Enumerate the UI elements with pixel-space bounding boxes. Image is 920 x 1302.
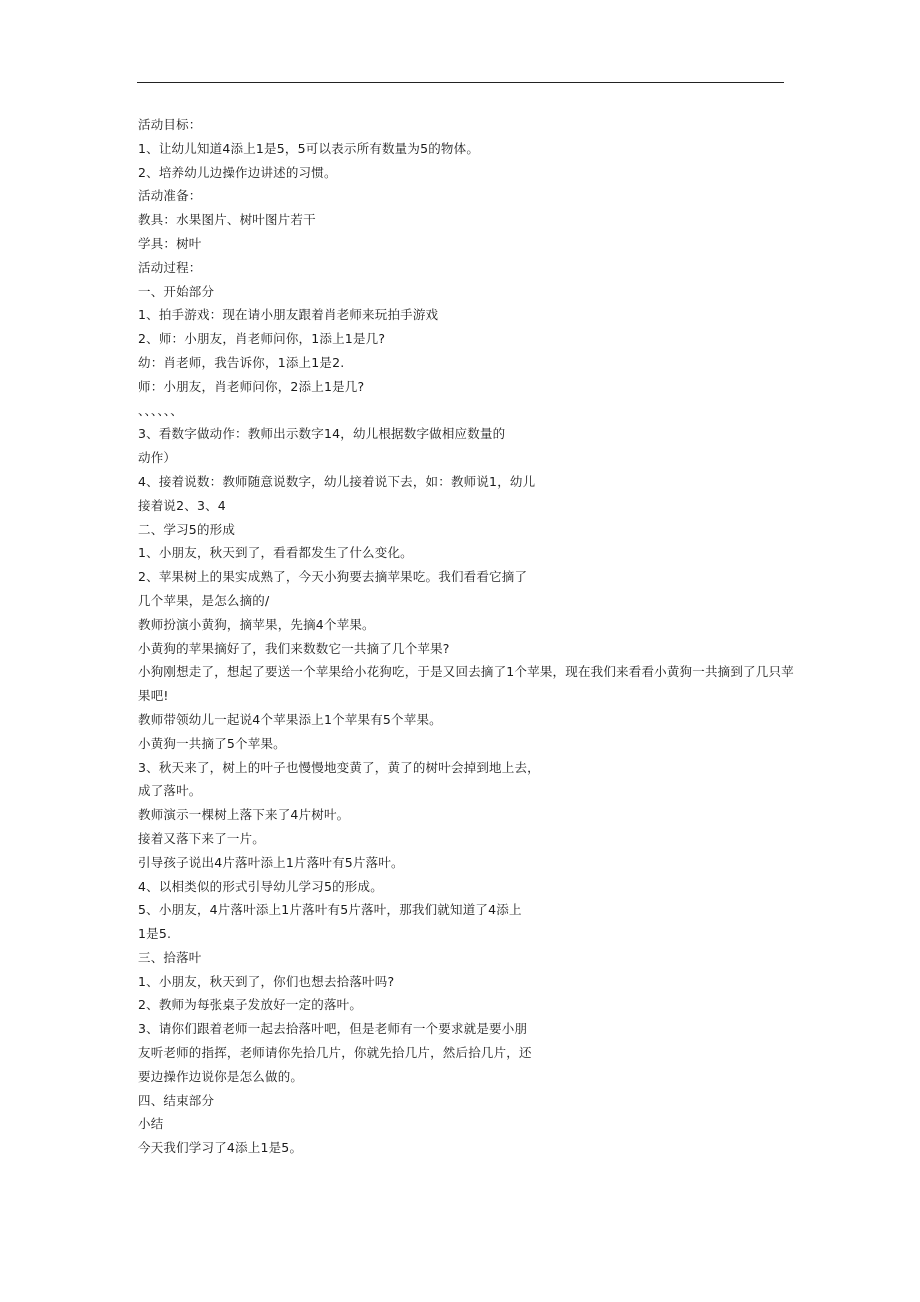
document-body xyxy=(138,113,794,1160)
text-line: 3、请你们跟着老师一起去拾落叶吧，但是老师有一个要求就是要小朋 xyxy=(138,1021,528,1037)
text-line: 师：小朋友，肖老师问你，2添上1是几? xyxy=(138,378,365,394)
text-line: 小黄狗一共摘了5个苹果。 xyxy=(138,735,286,751)
text-line: 2、教师为每张桌子发放好一定的落叶。 xyxy=(138,997,363,1013)
text-line: 1、小朋友，秋天到了，看看都发生了什么变化。 xyxy=(138,545,413,561)
section-heading-part-3: 三、拾落叶 xyxy=(138,949,202,965)
text-line: 学具：树叶 xyxy=(138,235,202,251)
text-line: 友听老师的指挥，老师请你先拾几片，你就先拾几片，然后拾几片，还 xyxy=(138,1045,532,1061)
text-line: 小结 xyxy=(138,1116,164,1132)
section-heading-part-2: 二、学习5的形成 xyxy=(138,521,236,537)
text-line: 今天我们学习了4添上1是5。 xyxy=(138,1140,303,1156)
text-line: 1是5. xyxy=(138,926,172,942)
text-line: 2、培养幼儿边操作边讲述的习惯。 xyxy=(138,164,337,180)
section-heading-preparation: 活动准备： xyxy=(138,188,202,204)
text-line: 2、师：小朋友，肖老师问你，1添上1是几? xyxy=(138,331,386,347)
section-heading-process: 活动过程： xyxy=(138,259,202,275)
text-line: 1、让幼儿知道4添上1是5，5可以表示所有数量为5的物体。 xyxy=(138,140,480,156)
text-line: 小狗刚想走了，想起了要送一个苹果给小花狗吃，于是又回去摘了1个苹果，现在我们来看看小黄狗一共摘到了几只苹 xyxy=(138,664,794,680)
text-line: 教师带领幼儿一起说4个苹果添上1个苹果有5个苹果。 xyxy=(138,711,442,727)
text-line: 接着又落下来了一片。 xyxy=(138,830,266,846)
text-line: 4、接着说数：教师随意说数字，幼儿接着说下去，如：教师说1，幼儿 xyxy=(138,473,536,489)
section-heading-part-1: 一、开始部分 xyxy=(138,283,215,299)
header-rule xyxy=(137,82,784,83)
text-line: 2、苹果树上的果实成熟了，今天小狗要去摘苹果吃。我们看看它摘了 xyxy=(138,569,528,585)
text-line: 3、看数字做动作：教师出示数字14，幼儿根据数字做相应数量的 xyxy=(138,426,506,442)
text-line: 1、拍手游戏：现在请小朋友跟着肖老师来玩拍手游戏 xyxy=(138,307,439,323)
text-line: 成了落叶。 xyxy=(138,783,202,799)
text-line: 教师演示一棵树上落下来了4片树叶。 xyxy=(138,807,350,823)
text-line: 接着说2、3、4 xyxy=(138,497,226,513)
text-line: 3、秋天来了，树上的叶子也慢慢地变黄了，黄了的树叶会掉到地上去， xyxy=(138,759,540,775)
section-heading-part-4: 四、结束部分 xyxy=(138,1092,215,1108)
text-line: 果吧! xyxy=(138,688,169,704)
section-heading-goals: 活动目标： xyxy=(138,117,202,132)
text-line: 教师扮演小黄狗，摘苹果，先摘4个苹果。 xyxy=(138,616,375,632)
text-line: 1、小朋友，秋天到了，你们也想去拾落叶吗? xyxy=(138,973,395,989)
text-line: 、、、、、、 xyxy=(138,402,183,418)
text-line: 动作） xyxy=(138,450,177,466)
text-line: 教具：水果图片、树叶图片若干 xyxy=(138,212,316,228)
text-line: 几个苹果，是怎么摘的/ xyxy=(138,592,270,608)
text-line: 引导孩子说出4片落叶添上1片落叶有5片落叶。 xyxy=(138,854,404,870)
text-line: 小黄狗的苹果摘好了，我们来数数它一共摘了几个苹果? xyxy=(138,640,450,656)
text-line: 幼：肖老师，我告诉你，1添上1是2. xyxy=(138,354,345,370)
text-line: 5、小朋友，4片落叶添上1片落叶有5片落叶，那我们就知道了4添上 xyxy=(138,902,522,918)
text-line: 4、以相类似的形式引导幼儿学习5的形成。 xyxy=(138,878,383,894)
text-line: 要边操作边说你是怎么做的。 xyxy=(138,1068,304,1084)
